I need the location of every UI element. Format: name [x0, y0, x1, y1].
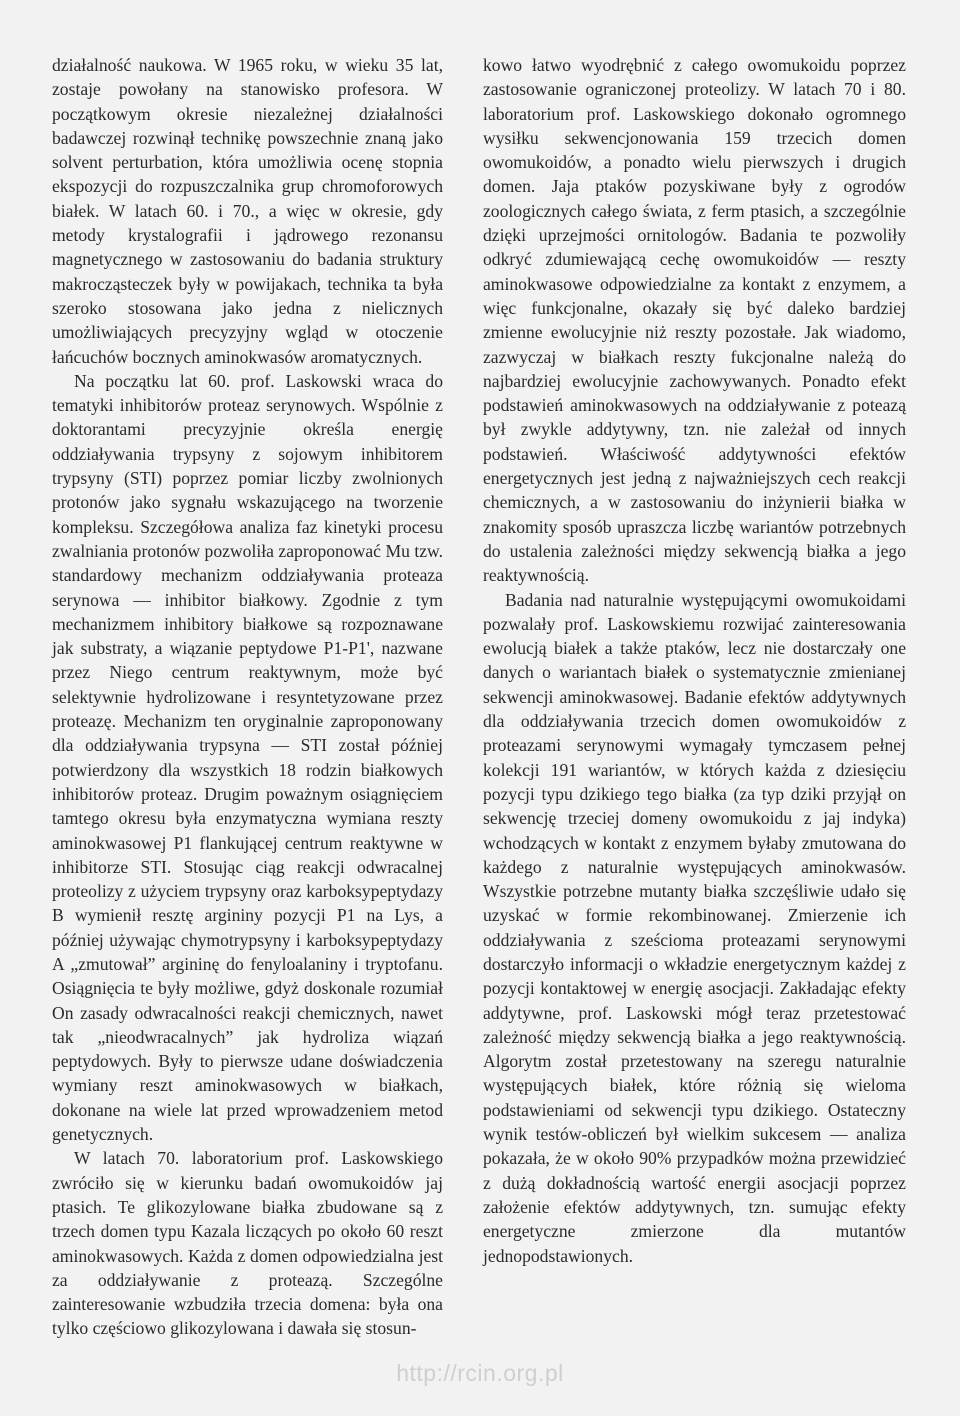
- paragraph: W latach 70. laboratorium prof. Laskowskiego zwróciło się w kierunku badań owomukoidów jaj ptasich. Te glikozylowane białka zbudowane są z trzech domen typu Kazala liczących po około 60 reszt aminokwasowych. Każda z domen odpowiedzialna jest za oddziaływanie z proteazą. Szczególne zainteresowanie wzbudziła trzecia domena: była ona tylko częściowo glikozylowana i dawała się stosun-: [52, 1148, 443, 1339]
- paragraph: Na początku lat 60. prof. Laskowski wraca do tematyki inhibitorów proteaz serynowych. Wspólnie z doktorantami precyzyjnie określa energię oddziaływania trypsyny z sojowym inhibitorem trypsyny (STI) poprzez pomiar liczby zwolnionych protonów jako sygnału wskazującego na tworzenie kompleksu. Szczegółowa analiza faz kinetyki procesu zwalniania protonów pozwoliła zaproponować Mu tzw. standardowy mechanizm oddziaływania proteaza serynowa — inhibitor białkowy. Zgodnie z tym mechanizmem inhibitory białkowe są rozpoznawane jak substraty, a wiązanie peptydowe P1-P1', nazwane przez Niego centrum reaktywnym, może być selektywnie hydrolizowane i resyntetyzowane przez proteazę. Mechanizm ten oryginalnie zaproponowany dla oddziaływania trypsyna — STI został później potwierdzony dla wszystkich 18 rodzin białkowych inhibitorów proteaz. Drugim poważnym osiągnięciem tamtego okresu była enzymatyczna wymiana reszty aminokwasowej P1 flankującej centrum reaktywne w inhibitorze STI. Stosując ciąg reakcji odwracalnej proteolizy z użyciem trypsyny oraz karboksypeptydazy B wymienił resztę argininy pozycji P1 na Lys, a później używając chymotrypsyny i karboksypeptydazy A „zmutował” argininę do fenyloalaniny i tryptofanu. Osiągnięcia te były możliwe, gdyż doskonale rozumiał On zasady odwracalności reakcji chemicznych, nawet tak „nieodwracalnych” jak hydroliza wiązań peptydowych. Były to pierwsze udane doświadczenia wymiany reszt aminokwasowych w białkach, dokonane na wiele lat przed wprowadzeniem metod genetycznych.: [52, 370, 443, 1145]
- left-text-column: [52, 53, 443, 1341]
- paragraph: działalność naukowa. W 1965 roku, w wieku 35 lat, zostaje powołany na stanowisko profesora. W początkowym okresie niezależnej działalności badawczej rozwinął technikę powszechnie znaną jako solvent perturbation, która umożliwia ocenę stopnia ekspozycji do rozpuszczalnika grup chromoforowych białek. W latach 60. i 70., a więc w okresie, gdy metody krystalografii i jądrowego rezonansu magnetycznego w zastosowaniu do badania struktury makrocząsteczek były w powijakach, technika ta była szeroko stosowana jako jedna z nielicznych umożliwiających precyzyjny wgląd w otoczenie łańcuchów bocznych aminokwasów aromatycznych.: [52, 55, 443, 367]
- right-text-column: [483, 53, 906, 1268]
- paragraph: kowo łatwo wyodrębnić z całego owomukoidu poprzez zastosowanie ograniczonej proteolizy. W latach 70 i 80. laboratorium prof. Laskowskiego dokonało ogromnego wysiłku sekwencjonowania 159 trzecich domen owomukoidów, a ponadto wielu pierwszych i drugich domen. Jaja ptaków pozyskiwane były z ogrodów zoologicznych całego świata, z ferm ptasich, a szczególnie dzięki uprzejmości ornitologów. Badania te pozwoliły odkryć zdumiewającą cechę owomukoidów — reszty aminokwasowe odpowiedzialne za kontakt z enzymem, a więc funkcjonalne, okazały się być daleko bardziej zmienne ewolucyjnie niż reszty pozostałe. Jak wiadomo, zazwyczaj w białkach reszty fukcjonalne należą do najbardziej ewolucyjnie zachowywanych. Ponadto efekt podstawień aminokwasowych na oddziaływanie z poteazą był zwykle addytywny, tzn. nie zależał od innych podstawień. Właściwość addytywności efektów energetycznych jest jedną z najważniejszych cech reakcji chemicznych, a w zastosowaniu do inżynierii białka w znakomity sposób upraszcza liczbę wariantów potrzebnych do ustalenia zależności między sekwencją białka a jego reaktywnością.: [483, 55, 906, 586]
- footer-url-watermark: http://rcin.org.pl: [396, 1360, 564, 1386]
- paragraph: Badania nad naturalnie występującymi owomukoidami pozwalały prof. Laskowskiemu rozwijać zainteresowania ewolucją białek a także ptaków, lecz nie dostarczały one danych o wariantach białek o systematycznie zmienianej sekwencji aminokwasowej. Badanie efektów addytywnych dla oddziaływania trzecich domen owomukoidów z proteazami serynowymi wymagały tymczasem pełnej kolekcji 191 wariantów, w których każda z dziesięciu pozycji typu dzikiego tego białka (za typ dziki przyjął on sekwencję trzeciej domeny owomukoidu z jaj indyka) wchodzących w kontakt z enzymem byłaby zmutowana do każdego z naturalnie występujących aminokwasów. Wszystkie potrzebne mutanty białka szczęśliwie udało się uzyskać w formie rekombinowanej. Zmierzenie ich oddziaływania z sześcioma proteazami serynowymi dostarczyło informacji o wkładzie energetycznym każdej z pozycji kontaktowej w energię asocjacji. Zakładając efekty addytywne, prof. Laskowski mógł teraz przetestować zależność między sekwencją białka a jego reaktywnością. Algorytm został przetestowany na szeregu naturalnie występujących białek, które różnią się wieloma podstawieniami od sekwencji typu dzikiego. Ostateczny wynik testów-obliczeń był wielkim sukcesem — analiza pokazała, że w około 90% przypadków można przewidzieć z dużą dokładnością wartość energii asocjacji poprzez założenie efektów addytywnych, tzn. sumując efekty energetyczne zmierzone dla mutantów jednopodstawionych.: [483, 589, 906, 1266]
